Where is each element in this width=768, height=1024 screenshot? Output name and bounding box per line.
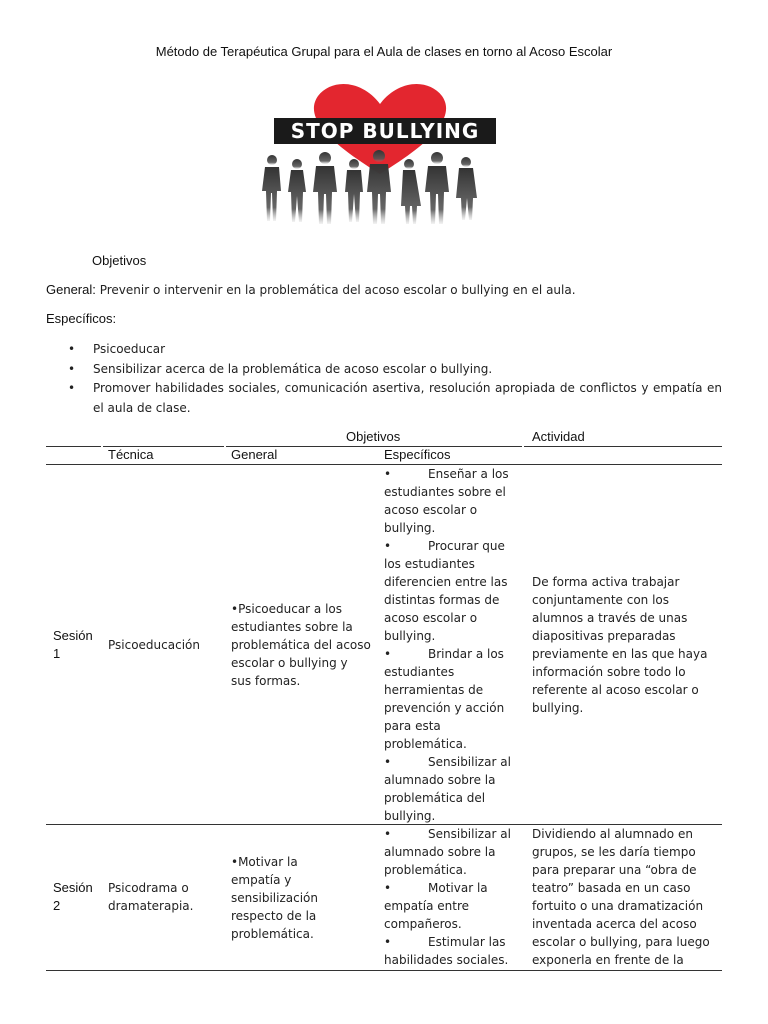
list-item: • Psicoeducar (46, 340, 722, 360)
list-item: • Motivar la empatía entre compañeros. (384, 881, 488, 931)
bullet-icon: • (68, 342, 76, 356)
general-text: Prevenir o intervenir en la problemática del acoso escolar o bullying en el aula. (99, 283, 576, 297)
specific-objectives-list (46, 340, 722, 418)
list-item: • Sensibilizar al alumnado sobre la problemática. (384, 827, 511, 877)
bullet-icon: • (384, 539, 392, 553)
list-item: • Enseñar a los estudiantes sobre el acoso escolar o bullying. (384, 467, 509, 535)
table-row-sesion: Sesión 2 (53, 880, 93, 913)
objetivos-heading: Objetivos (92, 253, 147, 268)
bullet-icon: • (68, 361, 76, 376)
list-item: • Procurar que los estudiantes diferencien entre las distintas formas de acoso escolar o bullying. (384, 539, 508, 643)
table-row-actividad: Dividiendo al alumnado en grupos, se les daría tiempo para preparar una “obra de teatro” basada en un caso fortuito o una dramatización inventada acerca del acoso escolar o bullying, para luego exponerla en frente de la (532, 827, 710, 967)
table-row-actividad: De forma activa trabajar conjuntamente con los alumnos a través de unas diapositivas preparadas previamente en las que haya información sobre todo lo referente al acoso escolar o bullying. (532, 575, 708, 715)
sessions-table (46, 428, 722, 988)
list-item: • Sensibilizar al alumnado sobre la problemática del bullying. (384, 755, 511, 823)
table-row-especificos (384, 465, 516, 825)
bullet-icon: • (68, 381, 76, 395)
especificos-heading: Específicos: (46, 311, 117, 326)
header-objetivos: Objetivos (346, 429, 401, 444)
general-label: General: (46, 282, 96, 297)
header-especificos: Específicos (384, 447, 451, 462)
bullet-icon: • (384, 755, 392, 769)
bullet-icon: • (384, 647, 392, 661)
header-tecnica: Técnica (108, 447, 154, 462)
header-general: General (231, 447, 278, 462)
table-row-tecnica: Psicodrama o dramaterapia. (108, 881, 194, 913)
header-actividad: Actividad (532, 429, 585, 444)
table-row-tecnica: Psicoeducación (108, 638, 200, 652)
general-objective (46, 282, 726, 297)
logo-text: STOP BULLYING (290, 119, 480, 143)
table-row-especificos (384, 825, 516, 969)
list-item: • Sensibilizar acerca de la problemática de acoso escolar o bullying. (46, 360, 722, 380)
bullet-icon: • (231, 602, 239, 616)
bullet-icon: • (231, 855, 239, 869)
table-row-general: •Psicoeducar a los estudiantes sobre la problemática del acoso escolar o bullying y sus formas. (231, 602, 371, 688)
bullet-icon: • (384, 935, 392, 949)
bullet-icon: • (384, 881, 392, 895)
stop-bullying-logo (240, 74, 520, 246)
table-row-sesion: Sesión 1 (53, 628, 93, 661)
document-title: Método de Terapéutica Grupal para el Aula de clases en torno al Acoso Escolar (155, 44, 613, 59)
list-item: • Promover habilidades sociales, comunicación asertiva, resolución apropiada de conflictos y empatía en el aula de clase. (68, 381, 722, 415)
bullet-icon: • (384, 467, 392, 481)
bullet-icon: • (384, 827, 392, 841)
list-item: • Estimular las habilidades sociales. (384, 935, 509, 967)
table-row-general: •Motivar la empatía y sensibilización respecto de la problemática. (231, 855, 318, 941)
list-item: • Brindar a los estudiantes herramientas de prevención y acción para esta problemática. (384, 647, 505, 751)
